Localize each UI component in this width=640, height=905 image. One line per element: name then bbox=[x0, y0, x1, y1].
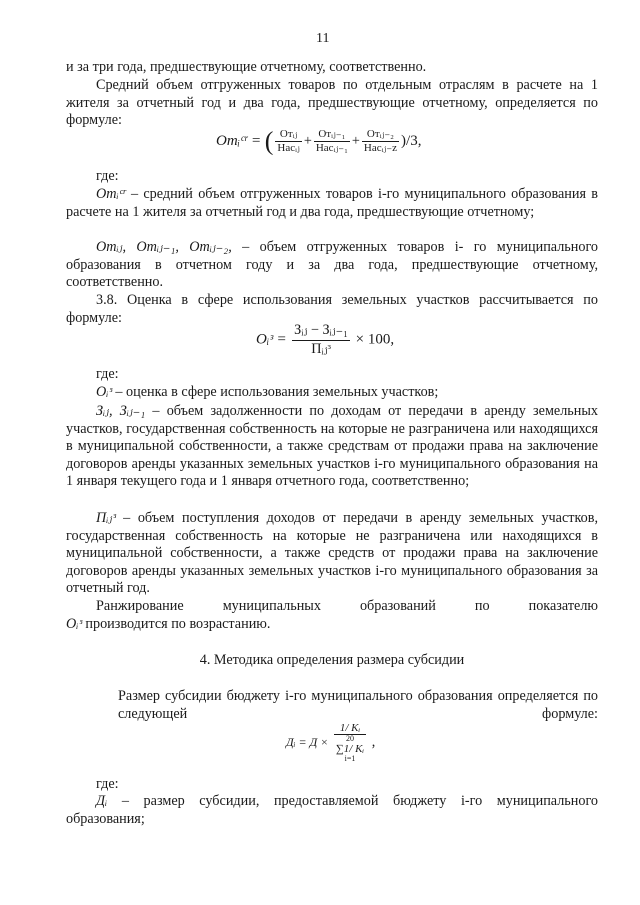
formula1-fraction-2: $\frac{\text{Отᵢⱼ₋₁}}{\text{Насᵢⱼ₋₁}}$ bbox=[315, 128, 348, 154]
definition-land-assessment bbox=[66, 384, 598, 402]
definition-revenue-volume bbox=[66, 510, 598, 598]
where-label-3: где: bbox=[96, 776, 119, 792]
formula-average-shipment: Отᵢᶜʳ = ( $\frac{\text{Отᵢⱼ}}{\text{Насᵢⱼ}}$ + $\frac{\text{Отᵢⱼ₋₁}}{\text{Насᵢⱼ₋₁}}$ + $\frac{\text{Отᵢⱼ₋₂}}{\text{Насᵢⱼ₋z}}$ )/3, bbox=[216, 126, 422, 156]
def4-symbol: Зᵢⱼ, Зᵢⱼ₋₁ bbox=[96, 403, 146, 419]
formula2-fraction: $\frac{\text{Зᵢⱼ − Зᵢⱼ₋₁}}{\text{Пᵢⱼᶟ}}$ bbox=[294, 322, 349, 357]
page-number: 11 bbox=[316, 31, 330, 46]
def6-symbol: Дᵢ bbox=[96, 793, 108, 809]
def2-text: – объем отгруженных товаров i- го муниципального образования в отчетном году и за два года, предшествующие отчетному, соответственно. bbox=[66, 239, 598, 291]
ranking-symbol: Оᵢᶟ bbox=[66, 615, 82, 632]
def4-text: – объем задолженности по доходам от передачи в аренду земельных участков, государственная собственность на которые не разграничена или находящихся в муниципальной собственности, а также средствам от продажи права на заключение договоров аренды указанных земельных участков i-го муниципального образования на 1 января текущего года и 1 января отчетного года, соответственно; bbox=[66, 403, 598, 490]
def5-symbol: Пᵢⱼᶟ bbox=[96, 510, 116, 526]
def1-text: – средний объем отгруженных товаров i-го муниципального образования в расчете на 1 жителя за отчетный год и два года, предшествующие отчетному; bbox=[66, 186, 598, 220]
p4-text: Размер субсидии бюджету i-го муниципального образования определяется по следующей формуле: bbox=[118, 688, 598, 722]
formula1-fraction-3: $\frac{\text{Отᵢⱼ₋₂}}{\text{Насᵢⱼ₋z}}$ bbox=[363, 128, 398, 154]
formula-land-use bbox=[256, 322, 394, 358]
def5-text: – объем поступления доходов от передачи в аренду земельных участков, государственная собственность на которые не разграничена или находящихся в муниципальной собственности, а также средств от продажи права на заключение договоров аренды указанных земельных участков i-го муниципального образования за отчетный год. bbox=[66, 510, 598, 597]
formula2-lhs: Оᵢᶟ = bbox=[256, 331, 287, 348]
formula1-tail: )/3, bbox=[401, 132, 422, 149]
formula-subsidy bbox=[286, 722, 375, 763]
def6-text: – размер субсидии, предоставляемой бюджету i-го муниципального образования; bbox=[66, 793, 599, 827]
def1-symbol: Отᵢᶜʳ bbox=[96, 186, 126, 202]
ranking-line-2: производится по возрастанию. bbox=[85, 615, 271, 632]
paragraph-subsidy-size bbox=[66, 688, 598, 723]
paragraph-continuation: и за три года, предшествующие отчетному, соответственно. bbox=[66, 59, 427, 75]
paragraph-average-shipment: Средний объем отгруженных товаров по отдельным отраслям в расчете на 1 жителя за отчетный год и два года, предшествующие отчетному, определяется по формуле: bbox=[66, 77, 598, 129]
definition-debt-volume bbox=[66, 403, 598, 491]
where-label-1: где: bbox=[96, 168, 119, 184]
definition-shipment-volume bbox=[66, 239, 598, 292]
where-label-2: где: bbox=[96, 366, 119, 382]
paragraph-ranking bbox=[66, 598, 598, 633]
formula2-tail: × 100, bbox=[355, 331, 395, 348]
paragraph-3-8: 3.8. Оценка в сфере использования земельных участков рассчитывается по формуле: bbox=[66, 292, 598, 326]
definition-average-shipment bbox=[66, 186, 598, 221]
formula1-lhs: Отᵢᶜʳ = bbox=[216, 132, 262, 149]
formula1-fraction-1: $\frac{\text{Отᵢⱼ}}{\text{Насᵢⱼ}}$ bbox=[277, 128, 300, 154]
def3-text: – оценка в сфере использования земельных участков; bbox=[115, 384, 439, 400]
ranking-line-1: Ранжирование муниципальных образований по показателю bbox=[96, 598, 598, 614]
formula3-fraction: 1/ Kᵢ 20 ∑1/ Kᵢ i=1 bbox=[335, 722, 365, 763]
formula3-lhs: Дᵢ = Д × bbox=[286, 734, 329, 749]
def2-symbol: Отᵢⱼ, Отᵢⱼ₋₁, Отᵢⱼ₋₂, bbox=[96, 239, 232, 255]
definition-subsidy-size bbox=[66, 793, 598, 828]
section-4-heading: 4. Методика определения размера субсидии bbox=[199, 652, 465, 668]
def3-symbol: Оᵢᶟ bbox=[96, 384, 112, 400]
formula3-tail: , bbox=[371, 733, 376, 750]
